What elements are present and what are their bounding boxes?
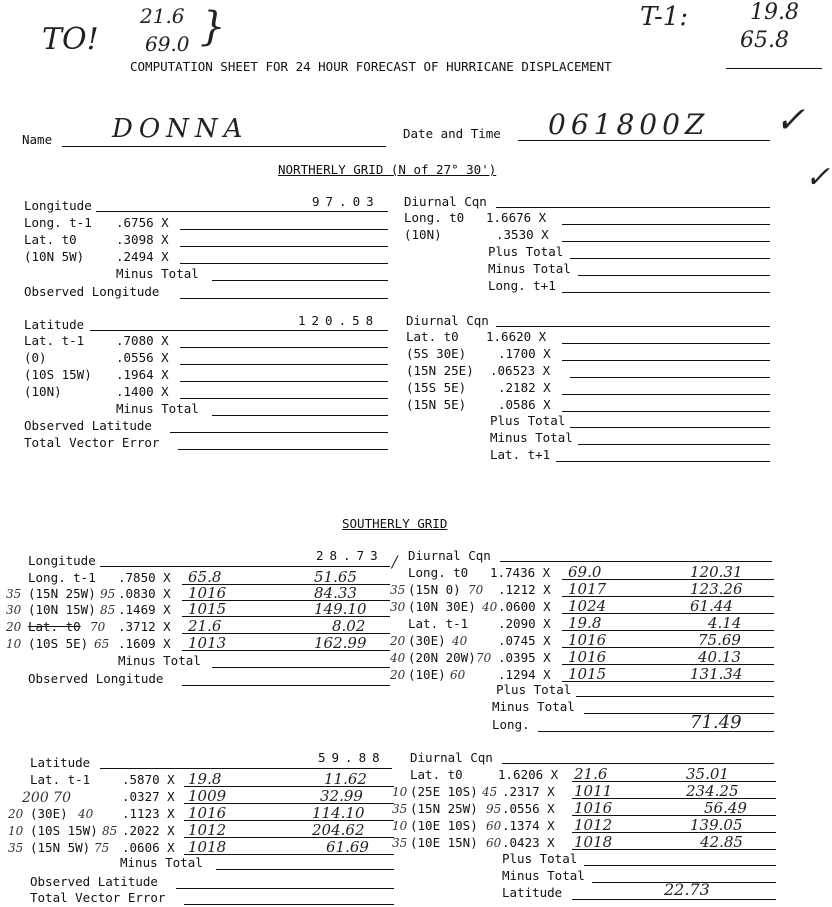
s-long-result-label: Long. xyxy=(492,717,530,732)
s-lat-diurnal-row-1: 10 (25E 10S) 45 .2317 X 1011 234.25 xyxy=(392,782,739,800)
s-lat-result-rule xyxy=(572,899,776,900)
s-lat-row-0: Lat. t-1 .5870 X 19.8 11.62 xyxy=(30,770,367,788)
n-longitude-constant: 97.03 xyxy=(312,194,380,209)
n-long-rule-1 xyxy=(180,246,388,247)
n-lat-t1-rule xyxy=(556,461,770,462)
n-lat-diurnal-row-4: (15N 5E) .0586 X xyxy=(406,397,551,412)
n-long-diurnal-row-1: (10N) .3530 X xyxy=(404,227,549,242)
s-long-rule-4 xyxy=(182,650,390,651)
n-lat-t1: Lat. t+1 xyxy=(490,447,551,462)
s-longitude-rule xyxy=(100,566,390,567)
n-long-row-0: Long. t-1 .6756 X xyxy=(24,215,169,230)
s-latitude-constant: 59.88 xyxy=(318,750,386,765)
n-long-minus-total: Minus Total xyxy=(116,266,199,281)
s-long-diurnal-row-0: Long. t0 1.7436 X 69.0 120.31 xyxy=(408,563,743,581)
sheet-title: COMPUTATION SHEET FOR 24 HOUR FORECAST OF HURRICANE DISPLACEMENT xyxy=(130,59,612,74)
name-label: Name xyxy=(22,132,53,147)
datetime-rule xyxy=(518,140,770,141)
s-lat-diurnal-row-3: 10 (10E 10S) 60 .1374 X 1012 139.05 xyxy=(392,816,743,834)
s-long-minus-rule xyxy=(212,667,390,668)
n-lat-diurnal-label: Diurnal Cqn xyxy=(406,313,489,328)
n-lat-row-1: (0) .0556 X xyxy=(24,350,169,365)
s-long-row-1: 35 (15N 25W) 95 .0830 X 1016 84.33 xyxy=(6,584,357,602)
t1-annotation-rule xyxy=(726,68,822,69)
n-lat-minus-total: Minus Total xyxy=(116,401,199,416)
margin-check-mark: ✓ xyxy=(775,100,806,141)
n-latitude-label: Latitude xyxy=(24,317,85,332)
n-vector-error-rule xyxy=(178,449,388,450)
s-long-diurnal-plus-total: Plus Total xyxy=(496,682,572,697)
n-long-rule-0 xyxy=(180,229,388,230)
t1-annotation-label: T-1: xyxy=(640,2,689,32)
margin-check-mark-2: ✓ xyxy=(805,160,831,195)
s-long-minus-total: Minus Total xyxy=(118,653,201,668)
n-lat-diurnal-minus-total: Minus Total xyxy=(490,430,573,445)
s-latitude-rule xyxy=(100,768,392,769)
n-lat-minus-rule xyxy=(212,415,388,416)
n-lat-plus-rule xyxy=(570,427,770,428)
n-lat-row-3: (10N) .1400 X xyxy=(24,384,169,399)
to-annotation-label: TO! xyxy=(42,22,99,57)
s-long-row-4: 10 (10S 5E) 65 .1609 X 1013 162.99 xyxy=(6,634,367,652)
n-lat-diurnal-rule-1 xyxy=(562,360,770,361)
s-lat-diurnal-row-2: 35 (15N 25W) 95 .0556 X 1016 56.49 xyxy=(392,799,747,817)
n-lat-diurnal-plus-total: Plus Total xyxy=(490,413,566,428)
s-long-diurnal-row-4: 20 (30E) 40 .0745 X 1016 75.69 xyxy=(390,631,741,649)
s-separator-mark: / xyxy=(392,552,398,571)
n-lat-diurnal-rule-4 xyxy=(562,411,770,412)
s-observed-longitude: Observed Longitude xyxy=(28,671,164,686)
n-total-vector-error: Total Vector Error xyxy=(24,435,160,450)
t1-annotation-value-1: 19.8 xyxy=(750,0,799,25)
s-lat-diurnal-rule xyxy=(502,763,774,764)
n-lat-rule-1 xyxy=(180,364,388,365)
s-long-result-value: 71.49 xyxy=(690,712,742,733)
brace-mark: } xyxy=(200,4,226,50)
n-lat-rule-2 xyxy=(180,381,388,382)
s-lat-diurnal-label: Diurnal Cqn xyxy=(410,750,493,765)
s-latitude-label: Latitude xyxy=(30,755,91,770)
n-lat-diurnal-row-2: (15N 25E) .06523 X xyxy=(406,363,551,378)
southerly-heading: SOUTHERLY GRID xyxy=(342,516,448,531)
t1-annotation-value-2: 65.8 xyxy=(740,28,789,53)
s-long-diurnal-row-3: Lat. t-1 .2090 X 19.8 4.14 xyxy=(408,614,742,632)
s-long-diurnal-minus-total: Minus Total xyxy=(492,699,575,714)
n-lat-diurnal-rule-0 xyxy=(562,343,770,344)
s-longitude-constant: 28.73 xyxy=(316,548,384,563)
n-long-row-2: (10N 5W) .2494 X xyxy=(24,249,169,264)
n-long-row-1: Lat. t0 .3098 X xyxy=(24,232,169,247)
n-long-diurnal-row-0: Long. t0 1.6676 X xyxy=(404,210,547,225)
s-observed-latitude: Observed Latitude xyxy=(30,874,158,889)
n-observed-long-rule xyxy=(180,298,388,299)
northerly-heading: NORTHERLY GRID (N of 27° 30') xyxy=(278,162,497,177)
s-observed-long-rule xyxy=(182,685,390,686)
n-lat-row-0: Lat. t-1 .7080 X xyxy=(24,333,169,348)
s-long-minus-rule-2 xyxy=(584,713,774,714)
n-longitude-rule xyxy=(96,211,388,212)
n-lat-minus-rule-2 xyxy=(578,444,770,445)
n-long-plus-rule xyxy=(570,258,770,259)
s-long-diurnal-label: Diurnal Cqn xyxy=(408,548,491,563)
n-lat-diurnal-row-1: (5S 30E) .1700 X xyxy=(406,346,551,361)
s-lat-row-2: 20 (30E) 40 .1123 X 1016 114.10 xyxy=(8,804,365,822)
n-long-diurnal-rule-0 xyxy=(562,224,770,225)
n-lat-diurnal-rule xyxy=(496,326,770,327)
n-long-t1-rule xyxy=(562,292,770,293)
n-longitude-label: Longitude xyxy=(24,198,92,213)
s-total-vector-error: Total Vector Error xyxy=(30,890,166,905)
datetime-label: Date and Time xyxy=(403,126,501,141)
n-long-diurnal-rule xyxy=(496,207,770,208)
to-annotation-value-2: 69.0 xyxy=(145,32,190,56)
n-long-diurnal-minus-total: Minus Total xyxy=(488,261,571,276)
s-lat-diurnal-plus-total: Plus Total xyxy=(502,851,578,866)
s-long-diurnal-row-1: 35 (15N 0) 70 .1212 X 1017 123.26 xyxy=(390,580,743,598)
name-rule xyxy=(62,146,386,147)
n-latitude-rule xyxy=(90,330,388,331)
s-lat-diurnal-minus-total: Minus Total xyxy=(502,868,585,883)
s-lat-result-label: Latitude xyxy=(502,885,563,900)
s-long-result-rule xyxy=(538,731,774,732)
n-long-minus-rule xyxy=(212,280,388,281)
s-long-diurnal-rule-6 xyxy=(562,681,774,682)
n-observed-lat-rule xyxy=(170,432,388,433)
s-long-diurnal-rule xyxy=(500,561,772,562)
n-observed-longitude: Observed Longitude xyxy=(24,284,160,299)
s-longitude-label: Longitude xyxy=(28,553,96,568)
s-lat-minus-rule xyxy=(216,869,394,870)
n-lat-row-2: (10S 15W) .1964 X xyxy=(24,367,169,382)
s-vector-error-rule xyxy=(184,904,394,905)
n-long-t1: Long. t+1 xyxy=(488,278,556,293)
s-long-diurnal-row-2: 30 (10N 30E) 40 .0600 X 1024 61.44 xyxy=(390,597,733,615)
name-value: DONNA xyxy=(112,114,249,144)
n-lat-diurnal-rule-3 xyxy=(562,394,770,395)
to-annotation-value-1: 21.6 xyxy=(140,4,185,28)
n-lat-diurnal-row-3: (15S 5E) .2182 X xyxy=(406,380,551,395)
s-lat-row-4: 35 (15N 5W) 75 .0606 X 1018 61.69 xyxy=(8,838,369,856)
n-lat-diurnal-row-0: Lat. t0 1.6620 X xyxy=(406,329,547,344)
s-lat-plus-rule xyxy=(584,865,776,866)
s-lat-result-value: 22.73 xyxy=(664,880,710,899)
s-lat-diurnal-row-0: Lat. t0 1.6206 X 21.6 35.01 xyxy=(410,765,729,783)
n-long-rule-2 xyxy=(180,263,388,264)
s-lat-row-3: 10 (10S 15W) 85 .2022 X 1012 204.62 xyxy=(8,821,365,839)
n-lat-rule-3 xyxy=(180,398,388,399)
s-observed-lat-rule xyxy=(176,888,394,889)
n-long-diurnal-plus-total: Plus Total xyxy=(488,244,564,259)
s-lat-diurnal-row-4: 35 (10E 15N) 60 .0423 X 1018 42.85 xyxy=(392,833,743,851)
s-lat-rule-4 xyxy=(184,854,394,855)
s-long-row-2: 30 (10N 15W) 85 .1469 X 1015 149.10 xyxy=(6,600,367,618)
s-long-row-3: 20 Lat. t0 70 .3712 X 21.6 8.02 xyxy=(6,617,366,635)
n-long-diurnal-label: Diurnal Cqn xyxy=(404,194,487,209)
n-lat-rule-0 xyxy=(180,347,388,348)
s-long-diurnal-row-6: 20 (10E) 60 .1294 X 1015 131.34 xyxy=(390,665,743,683)
datetime-value: 061800Z xyxy=(548,108,710,141)
n-long-diurnal-rule-1 xyxy=(562,241,770,242)
s-lat-minus-total: Minus Total xyxy=(120,855,203,870)
n-long-minus-rule-2 xyxy=(578,275,770,276)
s-lat-diurnal-rule-4 xyxy=(572,849,776,850)
s-long-row-0: Long. t-1 .7850 X 65.8 51.65 xyxy=(28,568,357,586)
n-latitude-constant: 120.58 xyxy=(298,313,380,328)
n-observed-latitude: Observed Latitude xyxy=(24,418,152,433)
s-long-diurnal-row-5: 40 (20N 20W) 70 .0395 X 1016 40.13 xyxy=(390,648,741,666)
n-lat-diurnal-rule-2 xyxy=(570,377,770,378)
s-lat-row-1: 200 70 .0327 X 1009 32.99 xyxy=(22,787,363,806)
s-long-plus-rule xyxy=(576,696,774,697)
